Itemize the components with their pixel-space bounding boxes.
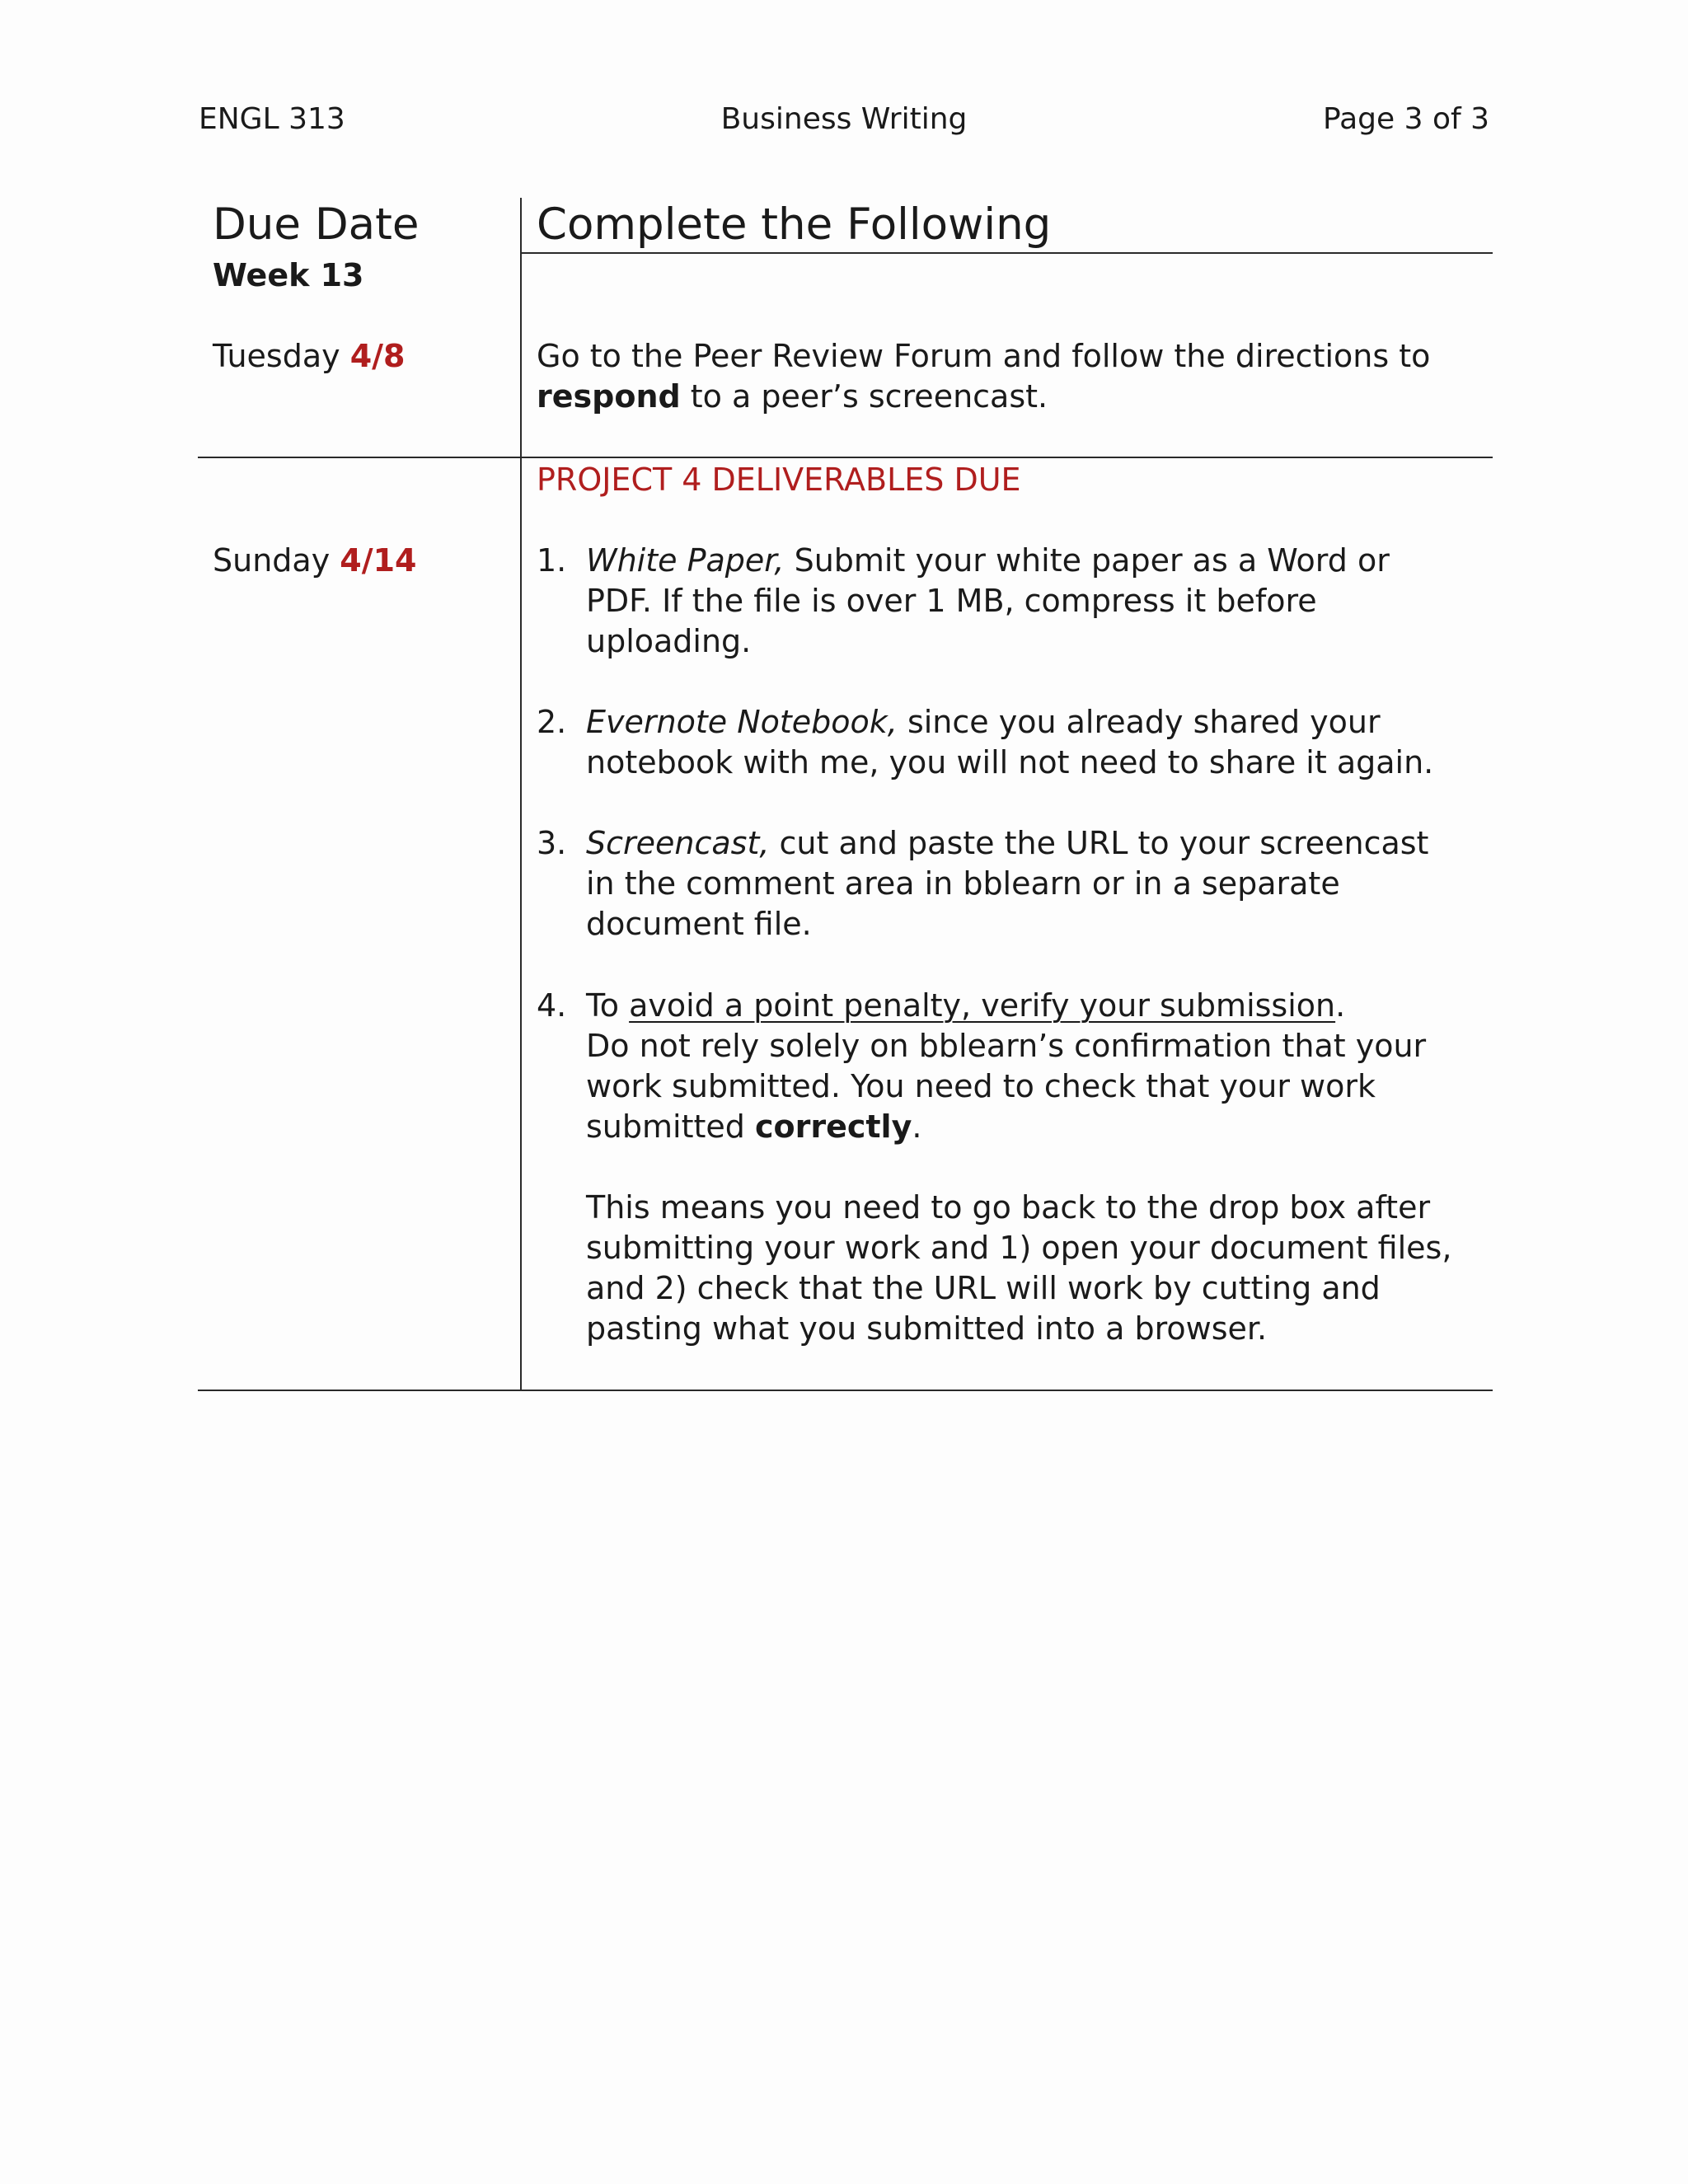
header-rule [520,252,1493,254]
week-label: Week 13 [213,257,364,293]
complete-following-heading: Complete the Following [537,199,1052,250]
list-item-line: and 2) check that the URL will work by cutting and [586,1270,1381,1306]
document-title: Business Writing [720,102,968,136]
table-bottom-rule [198,1390,1493,1391]
list-number: 2. [537,704,567,740]
item-text: since you already shared your [897,704,1381,740]
column-divider [520,198,522,1391]
list-item-line: uploading. [586,623,752,659]
item-title: Screencast, [586,825,770,861]
item-text: . [1335,987,1346,1024]
day-label: Sunday [213,542,331,579]
item-text: Submit your white paper as a Word or [784,542,1390,579]
list-item-line [586,541,1390,581]
list-item-line: notebook with me, you will not need to share it again. [586,744,1434,780]
list-item-line [586,1107,921,1147]
project-heading: PROJECT 4 DELIVERABLES DUE [537,462,1021,498]
list-item-line: This means you need to go back to the drop box after [586,1189,1431,1226]
item-text: submitted [586,1108,755,1145]
respond-bold: respond [537,378,681,415]
due-date-tuesday [213,336,405,377]
list-number: 1. [537,542,567,579]
list-item-line: document file. [586,906,812,942]
item-text: To [586,987,630,1024]
list-item-line [586,702,1381,743]
item-title: Evernote Notebook, [586,704,898,740]
list-item-line: in the comment area in bblearn or in a separate [586,865,1340,902]
penalty-underline: avoid a point penalty, verify your submission [629,987,1336,1024]
item-title: White Paper, [586,542,785,579]
list-item-line: submitting your work and 1) open your document files, [586,1230,1452,1266]
day-label: Tuesday [213,338,340,374]
correctly-bold: correctly [754,1108,912,1145]
due-date-sunday [213,541,416,581]
list-item-line: Do not rely solely on bblearn’s confirmation that your [586,1028,1427,1064]
item-text: . [912,1108,922,1145]
list-item-line [586,823,1428,864]
list-item-line: work submitted. You need to check that your work [586,1068,1376,1104]
list-item-line [586,986,1345,1026]
list-item-line: PDF. If the file is over 1 MB, compress it before [586,583,1317,619]
list-item-line: pasting what you submitted into a browser. [586,1310,1268,1347]
respond-rest: to a peer’s screencast. [680,378,1048,415]
page-number: Page 3 of 3 [1323,102,1489,136]
item-text: cut and paste the URL to your screencast [769,825,1429,861]
due-date-heading: Due Date [213,199,420,250]
peer-review-instruction-line1: Go to the Peer Review Forum and follow the directions to [537,338,1431,374]
date-label: 4/14 [340,542,417,579]
list-number: 3. [537,825,567,861]
peer-review-instruction-line2 [537,377,1048,417]
date-label: 4/8 [349,338,406,374]
course-code: ENGL 313 [199,102,345,136]
row-divider [198,457,1493,458]
list-number: 4. [537,987,567,1024]
